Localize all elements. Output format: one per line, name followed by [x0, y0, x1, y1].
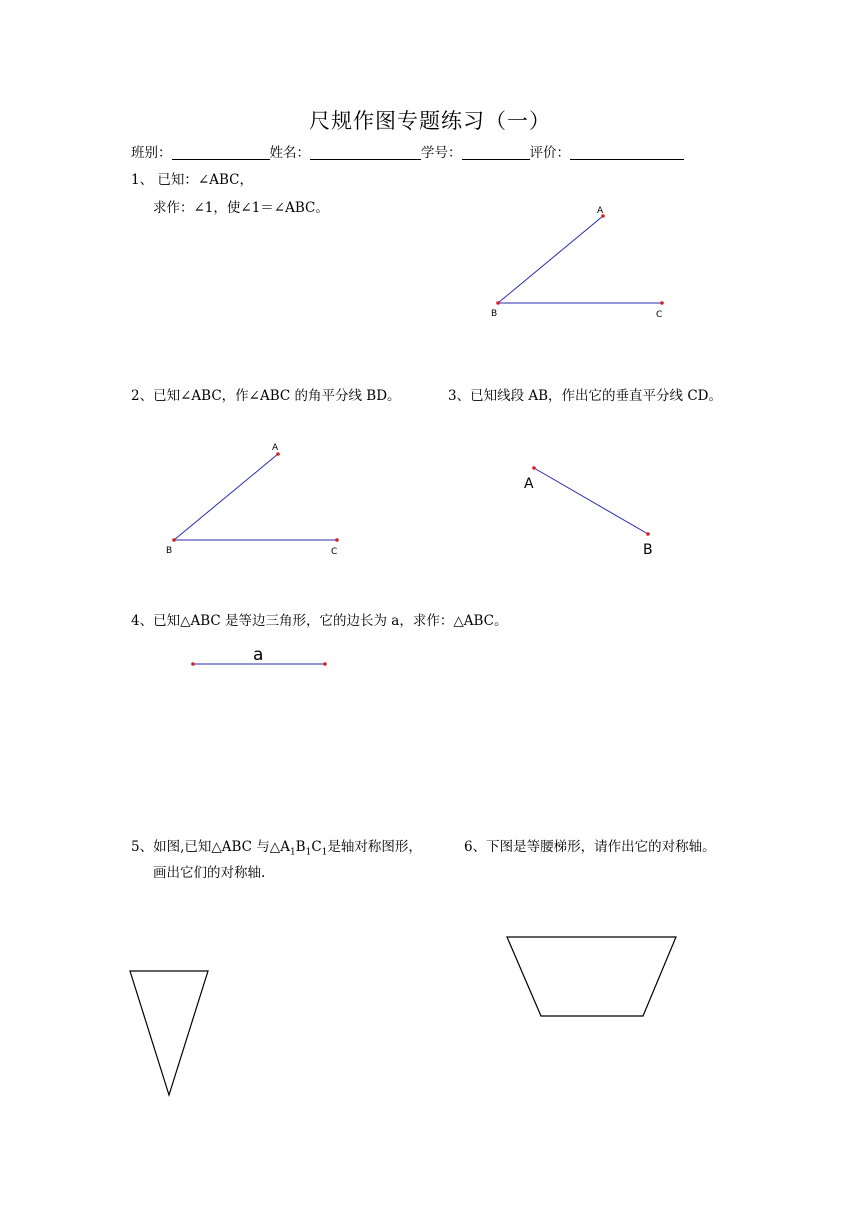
q1-point-c: [660, 301, 664, 305]
q4-label-a: a: [253, 645, 264, 665]
name-label: 姓名：: [269, 145, 310, 161]
q4-point-left: [191, 662, 195, 666]
q3-point-a: [532, 466, 536, 470]
q5-sub-c: 1: [321, 847, 328, 858]
q3-segment-figure: [524, 466, 653, 558]
q1-label-b: B: [491, 309, 498, 319]
q2-point-c: [335, 538, 339, 542]
q5-triangle: [130, 971, 208, 1095]
q1-line1: 1、 已知：∠ABC，: [131, 172, 253, 188]
q2-label-a: A: [272, 443, 279, 453]
q1-line2: 求作：∠1，使∠1＝∠ABC。: [153, 200, 329, 216]
class-label: 班别：: [131, 145, 172, 161]
q5-suffix: 是轴对称图形，: [327, 839, 422, 855]
q1-label-c: C: [656, 310, 663, 320]
q5-c1: C: [311, 839, 322, 855]
q4-point-right: [323, 662, 327, 666]
eval-label: 评价：: [529, 145, 570, 161]
q5-line2: 画出它们的对称轴.: [153, 865, 266, 881]
q3-point-b: [646, 532, 650, 536]
page-title: 尺规作图专题练习（一）: [309, 109, 551, 133]
q1-point-b: [496, 301, 500, 305]
q3-label-b: B: [643, 542, 653, 558]
q6-text: 6、下图是等腰梯形，请作出它的对称轴。: [464, 839, 716, 855]
q6-trapezoid: [507, 937, 676, 1016]
q3-text: 3、已知线段 AB，作出它的垂直平分线 CD。: [448, 388, 722, 404]
q5-sub-b: 1: [305, 847, 312, 858]
q1-label-a: A: [597, 206, 604, 216]
q5-sub-a: 1: [289, 847, 296, 858]
q1-angle-figure: [491, 206, 664, 320]
q2-label-b: B: [166, 546, 173, 556]
q5-a1: A: [280, 839, 290, 855]
q3-segment-ab: [534, 468, 648, 534]
q2-point-b: [172, 538, 176, 542]
q2-text: 2、已知∠ABC，作∠ABC 的角平分线 BD。: [131, 388, 401, 404]
id-label: 学号：: [421, 145, 462, 161]
q2-angle-figure: [166, 443, 339, 557]
q3-label-a: A: [524, 476, 534, 492]
q1-ray-ba: [498, 216, 603, 303]
q2-label-c: C: [331, 547, 338, 557]
q5-b1: B: [295, 839, 306, 855]
q4-segment-figure: [191, 645, 327, 666]
q4-text: 4、已知△ABC 是等边三角形，它的边长为 a，求作：△ABC。: [131, 613, 508, 629]
q2-ray-ba: [174, 454, 278, 540]
q5-prefix: 5、如图,已知△ABC 与△: [131, 839, 281, 855]
